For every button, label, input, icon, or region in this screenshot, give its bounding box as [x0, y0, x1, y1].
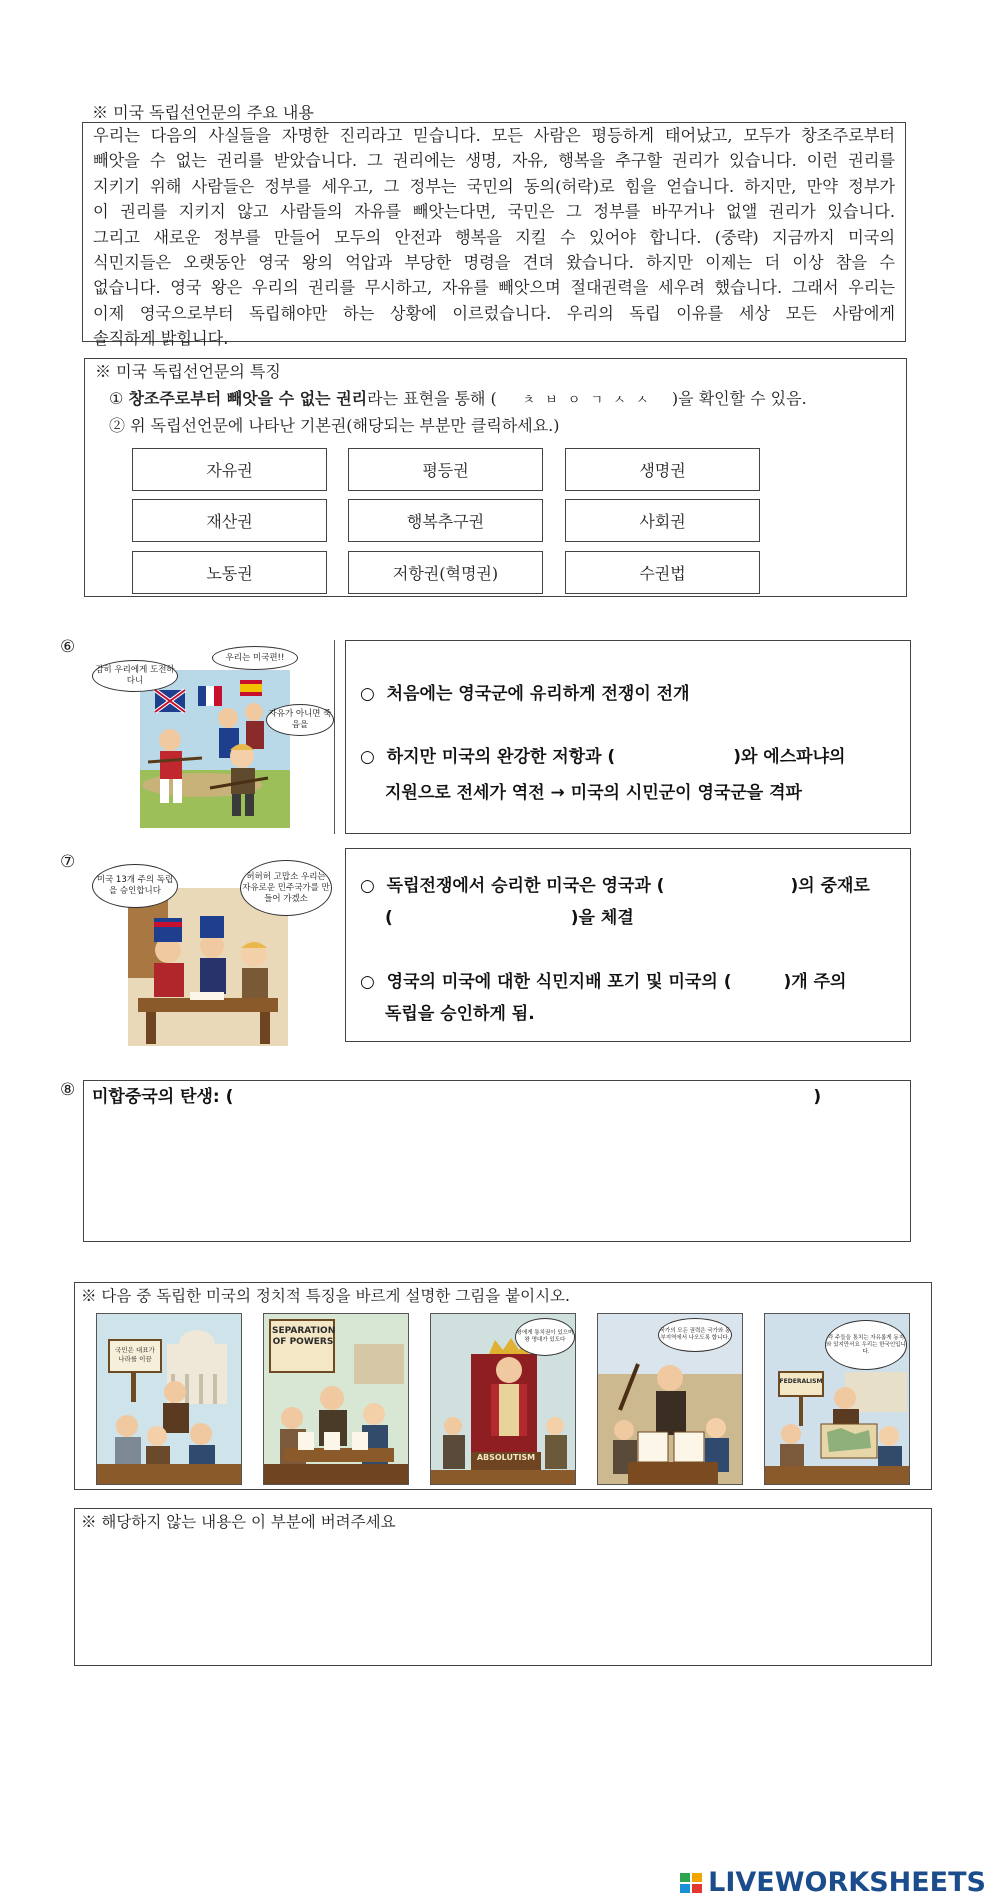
choice-life-right[interactable]: 생명권 — [565, 448, 760, 491]
choice-resistance-right[interactable]: 저항권(혁명권) — [348, 551, 543, 594]
speech-bubble: 왕에게 통치권이 있으며 왕 명대가 있도다 — [515, 1318, 575, 1356]
choice-labor-right[interactable]: 노동권 — [132, 551, 327, 594]
q6-bullet-2: ○ 하지만 미국의 완강한 저항과 ( )와 에스파냐의 — [360, 747, 846, 767]
question-6-number: ⑥ — [60, 637, 76, 657]
q7-bullet-1-text: )의 중재로 — [790, 876, 870, 896]
q7-bullet-1-text: 독립전쟁에서 승리한 미국은 영국과 ( — [386, 876, 665, 896]
answer-field-hint[interactable]: ㅊ ㅂ ㅇ ㄱ ㅅ ㅅ — [522, 393, 652, 408]
choice-freedom-right[interactable]: 자유권 — [132, 448, 327, 491]
picture-section-title: ※ 다음 중 독립한 미국의 정치적 특징을 바르게 설명한 그림을 붙이시오. — [81, 1287, 570, 1305]
features-line-1-text: 라는 표현을 통해 ( — [367, 389, 497, 408]
speech-bubble: 각 주들을 통치는 자유롭게 동지와 있지만서요 우리는 한국인입니다. — [825, 1320, 907, 1370]
q8-answer-box[interactable] — [83, 1080, 911, 1242]
speech-bubble: 미국 13개 주의 독립을 승인합니다 — [92, 864, 178, 908]
card-sign-text: ABSOLUTISM — [476, 1453, 536, 1462]
choice-enabling-act[interactable]: 수권법 — [565, 551, 760, 594]
declaration-line: 지키기 위해 사람들은 정부를 세우고, 그 정부는 국민의 동의(허락)로 힘을 얻습니다. 하지만, 만약 정부가 — [93, 176, 895, 196]
q7-bullet-1: ○ 독립전쟁에서 승리한 미국은 영국과 ( )의 중재로 — [360, 876, 870, 896]
declaration-line: 이 권리를 지키지 않고 사람들의 자유를 빼앗는다면, 국민은 그 정부를 바꾸거나 없앨 권리가 있습니다. — [93, 202, 895, 222]
discard-drop-area[interactable] — [74, 1508, 932, 1666]
choice-equality-right[interactable]: 평등권 — [348, 448, 543, 491]
q7-bullet-1-text: )을 체결 — [570, 908, 634, 928]
declaration-line: 없습니다. 영국 왕은 우리의 권리를 무시하고, 자유를 빼앗으며 절대권력을 세우려 했습니다. 그래서 우리는 — [93, 278, 895, 298]
q7-bullet-1-text: ( — [385, 908, 393, 928]
features-line-1-end: )을 확인할 수 있음. — [671, 389, 807, 408]
q6-bullet-1: ○ 처음에는 영국군에 유리하게 전쟁이 전개 — [360, 684, 690, 704]
q7-bullet-1-cont — [385, 903, 634, 928]
discard-area-title: ※ 해당하지 않는 내용은 이 부분에 버려주세요 — [81, 1513, 396, 1531]
capitol-scene-icon — [97, 1314, 242, 1485]
liveworksheets-logo-icon — [679, 1871, 705, 1895]
q7-comic-illustration — [92, 858, 336, 1048]
q6-bullet-2-text: 하지만 미국의 완강한 저항과 ( — [386, 747, 616, 767]
picture-card-separation-of-powers[interactable] — [263, 1313, 409, 1485]
speech-bubble: 허허허 고맙소 우리는 자유로운 민주국가를 만들어 가겠소 — [240, 860, 332, 916]
choice-pursuit-happiness-right[interactable]: 행복추구권 — [348, 499, 543, 542]
liveworksheets-logo — [679, 1867, 986, 1898]
speech-bubble: 감히 우리에게 도전하다니 — [92, 660, 178, 692]
features-title: ※ 미국 독립선언문의 특징 — [95, 362, 281, 381]
declaration-line: 식민지들은 오랫동안 영국 왕의 억압과 부당한 명령을 견뎌 왔습니다. 하지만 이제는 더 이상 참을 수 — [93, 253, 895, 273]
q7-bullet-2: ○ 영국의 미국에 대한 식민지배 포기 및 미국의 ( )개 주의 — [360, 972, 847, 992]
q7-bullet-2-text: )개 주의 — [783, 972, 847, 992]
speech-bubble: 국가의 모든 권력은 국가와 동부지역에서 나오도록 합니다. — [658, 1318, 732, 1352]
declaration-line: 그리고 새로운 정부를 만들어 모두의 안전과 행복을 지킬 수 있어야 합니다. (중략) 지금까지 미국의 — [93, 227, 895, 247]
picture-card-representative-democracy[interactable] — [96, 1313, 242, 1485]
declaration-line: 솔직하게 밝힙니다. — [93, 329, 229, 349]
circled-one: ① — [109, 389, 124, 408]
features-bold-phrase: 창조주로부터 빼앗을 수 없는 권리 — [128, 389, 368, 408]
picture-card-absolutism[interactable] — [430, 1313, 576, 1485]
speech-bubble: 우리는 미국편!! — [212, 646, 298, 670]
declaration-line: 이제 영국으로부터 독립해야만 하는 상황에 이르렀습니다. 우리의 독립 이유를 세상 모든 사람에게 — [93, 303, 895, 323]
card-sign-text: FEDERALISM — [779, 1378, 823, 1385]
features-line-2: ② 위 독립선언문에 나타난 기본권(해당되는 부분만 클릭하세요.) — [109, 416, 560, 435]
q8-label-close: ) — [813, 1087, 822, 1107]
q7-bullet-2-cont: 독립을 승인하게 됨. — [385, 1004, 535, 1024]
q6-divider — [334, 640, 335, 834]
q7-bullet-2-text: 영국의 미국에 대한 식민지배 포기 및 미국의 ( — [386, 972, 732, 992]
speech-bubble: 자유가 아니면 죽음을 — [266, 704, 334, 736]
declaration-line: 빼앗을 수 없는 권리를 받았습니다. 그 권리에는 생명, 자유, 행복을 추구할 권리가 있습니다. 이런 권리를 — [93, 151, 895, 171]
question-8-number: ⑧ — [60, 1080, 76, 1100]
q6-bullet-1-text: 처음에는 영국군에 유리하게 전쟁이 전개 — [386, 684, 690, 704]
card-sign-text: SEPARATION OF POWERS — [272, 1326, 336, 1347]
liveworksheets-logo-text: LIVEWORKSHEETS — [708, 1867, 986, 1898]
q6-comic-illustration — [92, 640, 336, 830]
choice-property-right[interactable]: 재산권 — [132, 499, 327, 542]
declaration-section-title: ※ 미국 독립선언문의 주요 내용 — [92, 103, 314, 122]
q7-answer-panel — [345, 848, 911, 1042]
declaration-features-box — [84, 358, 907, 597]
q8-label — [92, 1082, 902, 1107]
q8-label-text: 미합중국의 탄생: ( — [92, 1087, 234, 1107]
picture-card-federalism[interactable] — [764, 1313, 910, 1485]
declaration-text-box — [82, 122, 906, 349]
choice-social-right[interactable]: 사회권 — [565, 499, 760, 542]
card-sign-text: 국민은 대표가 나라를 이끔 — [115, 1346, 155, 1363]
q6-answer-panel — [345, 640, 911, 834]
question-7-number: ⑦ — [60, 852, 76, 872]
picture-card-centralized-power[interactable] — [597, 1313, 743, 1485]
features-line-1 — [109, 386, 807, 409]
declaration-line: 우리는 다음의 사실들을 자명한 진리라고 믿습니다. 모든 사람은 평등하게 태어났고, 모두가 창조주로부터 — [93, 126, 895, 145]
q6-bullet-2-cont: 지원으로 전세가 역전 → 미국의 시민군이 영국군을 격파 — [385, 783, 802, 803]
q6-bullet-2-text: )와 에스파냐의 — [733, 747, 846, 767]
